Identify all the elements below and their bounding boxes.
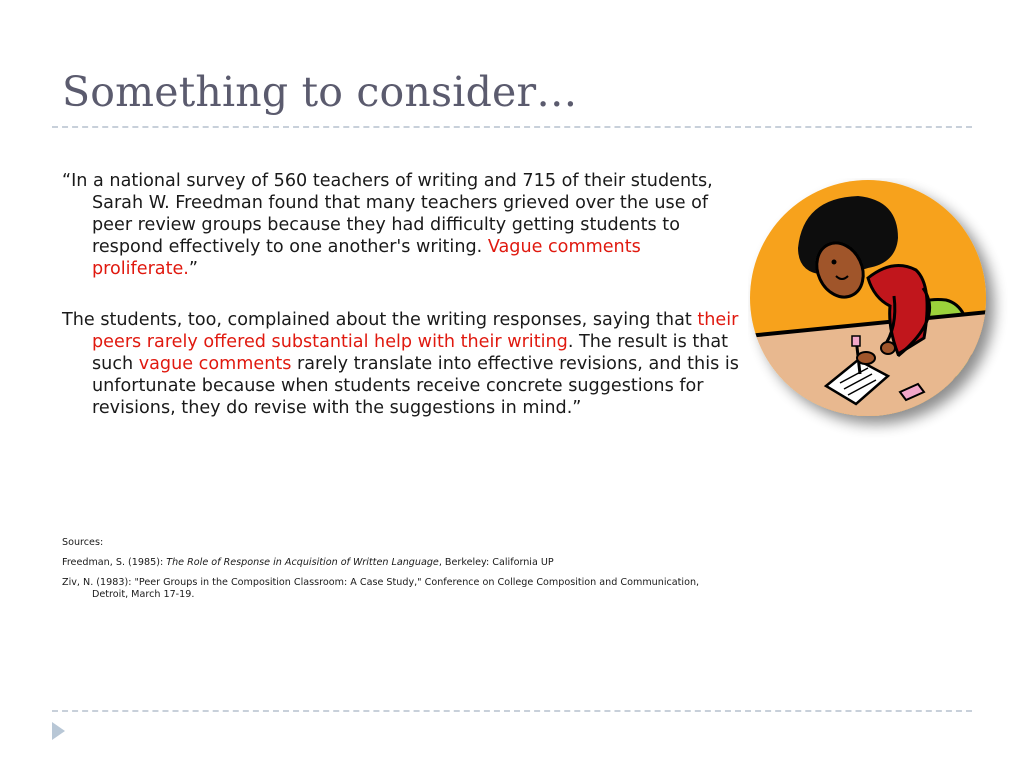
students-emphasis-2: vague comments bbox=[138, 354, 292, 374]
students-intro: The students, too, complained about the writing responses, saying that bbox=[62, 310, 698, 330]
title-divider bbox=[52, 126, 972, 128]
students-rest: rarely translate into effective revisions, and this is unfortunate because when students receive concrete suggestions for revisions, they do revise with the suggestions in mind.” bbox=[92, 354, 739, 418]
source-ziv: Ziv, N. (1983): "Peer Groups in the Composition Classroom: A Case Study," Conference on College Composition and Communication, Detroit, March 17-19. bbox=[62, 577, 700, 600]
sources-heading: Sources: bbox=[62, 537, 104, 548]
quote-emphasis: Vague comments proliferate. bbox=[92, 237, 641, 279]
footer-divider bbox=[52, 710, 972, 712]
students-paragraph bbox=[62, 309, 747, 419]
students-emphasis-1: their peers rarely offered substantial help with their writing bbox=[92, 310, 739, 352]
source-freedman-title: The Role of Response in Acquisition of Written Language bbox=[166, 557, 439, 568]
student-writing-illustration bbox=[748, 178, 1008, 438]
source-freedman-author: Freedman, S. (1985): bbox=[62, 557, 167, 568]
next-slide-arrow-icon[interactable] bbox=[52, 722, 65, 740]
quote-paragraph bbox=[62, 170, 747, 280]
sources-block bbox=[62, 537, 722, 609]
source-freedman bbox=[62, 557, 722, 569]
student-writing-icon bbox=[748, 178, 1008, 438]
slide-title: Something to consider… bbox=[62, 68, 578, 116]
source-freedman-publisher: , Berkeley: California UP bbox=[438, 557, 554, 568]
quote-closing: ” bbox=[188, 259, 199, 279]
body-text bbox=[62, 170, 747, 419]
students-mid: . The result is that such bbox=[92, 332, 729, 374]
quote-text: “In a national survey of 560 teachers of writing and 715 of their students, Sarah W. Freedman found that many teachers grieved over the use of peer review groups because they had difficulty getting students to respond effectively to one another's writing. bbox=[62, 171, 713, 257]
